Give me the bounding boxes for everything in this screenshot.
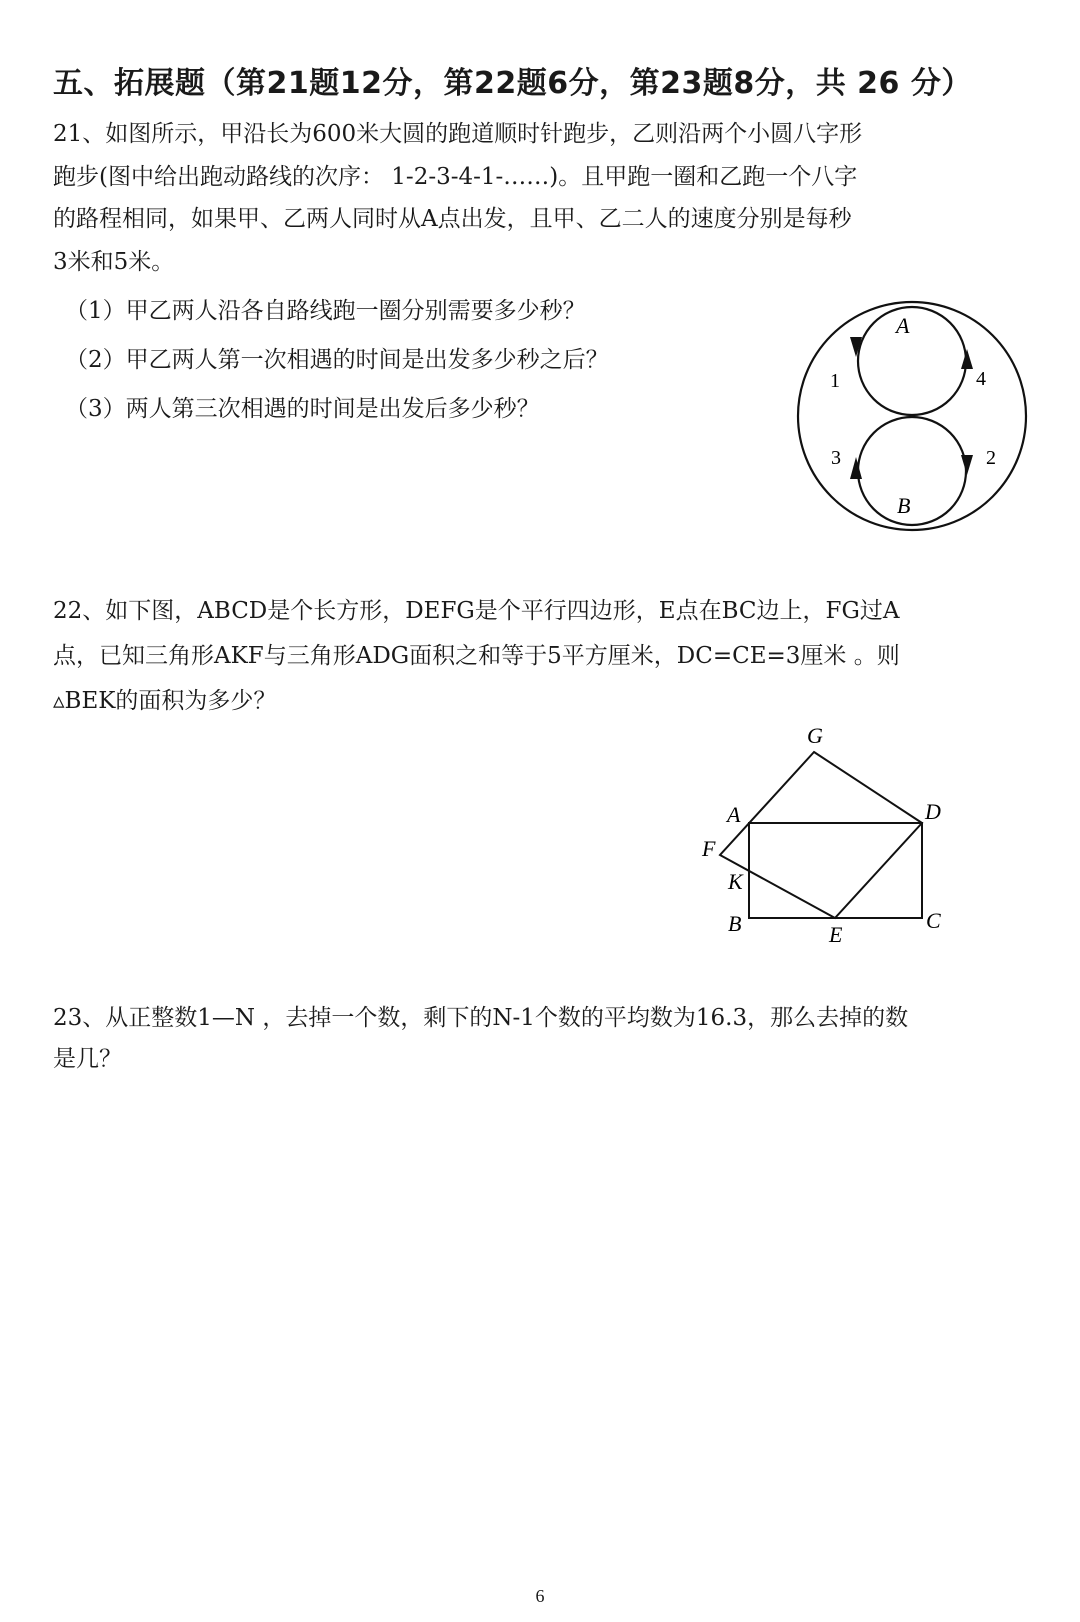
label-e: E xyxy=(829,922,843,947)
upper-small-circle xyxy=(858,307,966,415)
route-label-1: 1 xyxy=(830,370,840,392)
label-f: F xyxy=(702,836,716,861)
point-a-label: A xyxy=(896,313,910,338)
q21-sub-question-3: （3）两人第三次相遇的时间是出发后多少秒？ xyxy=(65,396,540,422)
q23-line-2: 是几？ xyxy=(53,1046,122,1072)
q22-line-2: 点，已知三角形AKF与三角形ADG面积之和等于5平方厘米，DC=CE=3厘米 。则 xyxy=(53,643,900,669)
route-label-3: 3 xyxy=(831,447,841,469)
arrow-down-right-lower xyxy=(961,455,973,475)
label-c: C xyxy=(926,908,941,933)
q21-sub-question-2: （2）甲乙两人第一次相遇的时间是出发多少秒之后？ xyxy=(65,347,609,373)
parallelogram-defg xyxy=(720,752,922,918)
q22-geometry-figure xyxy=(690,715,970,960)
q21-sub-question-1: （1）甲乙两人沿各自路线跑一圈分别需要多少秒？ xyxy=(65,298,586,324)
rectangle-abcd xyxy=(749,823,922,918)
q21-line-4: 3米和5米。 xyxy=(53,249,175,275)
label-k: K xyxy=(728,869,743,894)
q22-line-3: ▵BEK的面积为多少？ xyxy=(53,688,277,714)
q21-line-2: 跑步(图中给出跑动路线的次序： 1-2-3-4-1-……)。且甲跑一圈和乙跑一个八字 xyxy=(53,164,858,190)
q21-line-3: 的路程相同，如果甲、乙两人同时从A点出发，且甲、乙二人的速度分别是每秒 xyxy=(53,206,852,232)
q21-line-1: 21、如图所示，甲沿长为600米大圆的跑道顺时针跑步，乙则沿两个小圆八字形 xyxy=(53,121,863,147)
arrow-up-left-lower xyxy=(850,457,862,479)
page-number: 6 xyxy=(535,1586,545,1606)
arrow-up-right-upper xyxy=(961,349,973,369)
label-b: B xyxy=(728,911,742,936)
label-g: G xyxy=(807,723,823,748)
section-title: 五、拓展题（第21题12分，第22题6分，第23题8分，共 26 分） xyxy=(53,66,972,101)
point-b-label: B xyxy=(897,493,911,518)
label-a: A xyxy=(727,802,741,827)
lower-small-circle xyxy=(858,417,966,525)
q23-line-1: 23、从正整数1—N ，去掉一个数，剩下的N-1个数的平均数为16.3，那么去掉的数 xyxy=(53,1005,909,1031)
route-label-2: 2 xyxy=(986,447,996,469)
route-label-4: 4 xyxy=(976,368,986,390)
q21-running-track-figure xyxy=(790,295,1040,540)
label-d: D xyxy=(925,799,941,824)
q22-line-1: 22、如下图，ABCD是个长方形，DEFG是个平行四边形，E点在BC边上，FG过A xyxy=(53,598,900,624)
